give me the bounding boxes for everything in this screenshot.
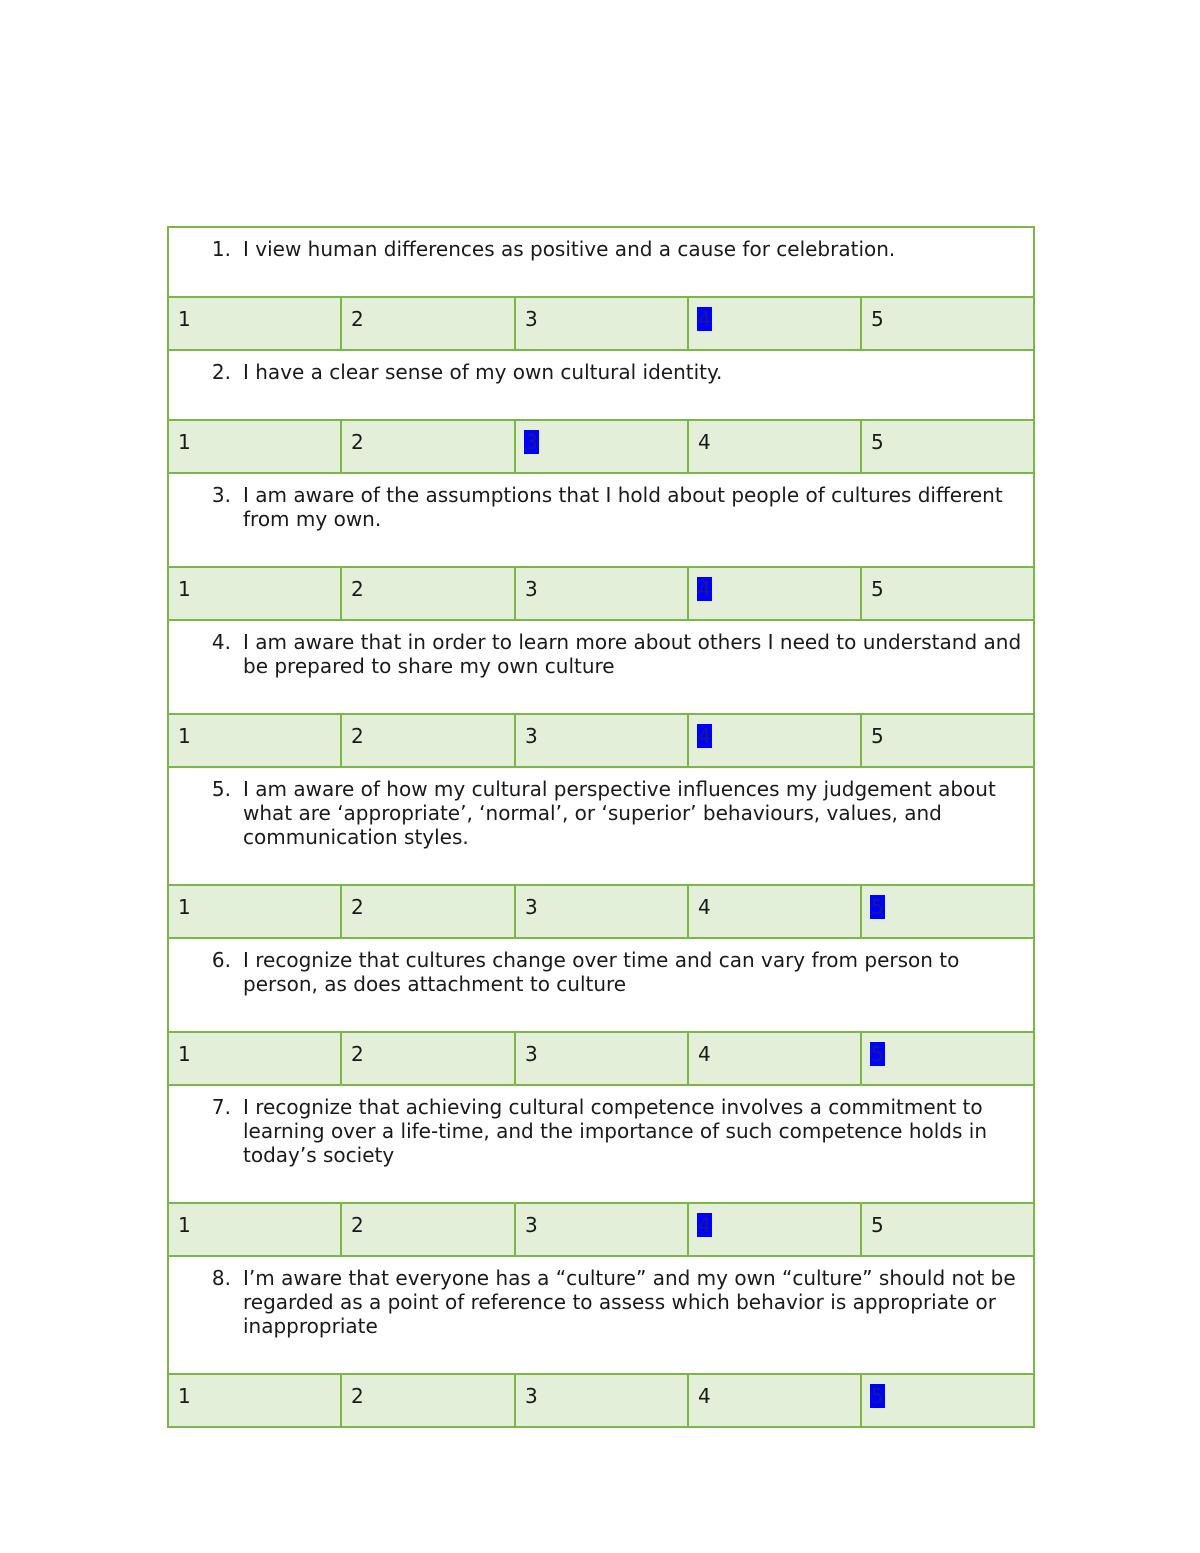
rating-option[interactable] (168, 714, 341, 767)
question-cell (168, 350, 1034, 420)
question-cell (168, 767, 1034, 885)
rating-option[interactable] (168, 567, 341, 620)
rating-row (168, 1203, 1034, 1256)
rating-option[interactable] (341, 1203, 515, 1256)
rating-value-selected: 4 (698, 577, 711, 601)
rating-value-selected: 5 (871, 1384, 884, 1408)
rating-option[interactable] (341, 885, 515, 938)
rating-row (168, 885, 1034, 938)
question-text: I am aware of how my cultural perspective influences my judgement about what are ‘appropriate’, ‘normal’, or ‘superior’ behaviours, values, and communication styles. (243, 777, 996, 849)
rating-option[interactable] (515, 1032, 688, 1085)
question-text: I’m aware that everyone has a “culture” and my own “culture” should not be regarded as a point of reference to assess which behavior is appropriate or inappropriate (243, 1266, 1016, 1338)
rating-value-selected: 5 (871, 1042, 884, 1066)
rating-value: 1 (178, 724, 191, 748)
rating-option[interactable] (515, 714, 688, 767)
rating-value: 5 (871, 307, 884, 331)
rating-option[interactable] (515, 297, 688, 350)
rating-row (168, 1374, 1034, 1427)
rating-option[interactable] (515, 885, 688, 938)
rating-value: 1 (178, 307, 191, 331)
survey-table (167, 226, 1035, 1428)
rating-option[interactable] (341, 420, 515, 473)
rating-option[interactable] (168, 1203, 341, 1256)
rating-value: 2 (351, 1042, 364, 1066)
rating-row (168, 567, 1034, 620)
question-number: 6. (211, 948, 231, 972)
question-text: I have a clear sense of my own cultural identity. (243, 360, 723, 384)
question-cell (168, 938, 1034, 1032)
question-text: I recognize that achieving cultural competence involves a commitment to learning over a life-time, and the importance of such competence holds in today’s society (243, 1095, 988, 1167)
rating-value: 4 (698, 1384, 711, 1408)
rating-value: 3 (525, 307, 538, 331)
rating-row (168, 420, 1034, 473)
rating-value: 2 (351, 577, 364, 601)
question-text: I am aware that in order to learn more about others I need to understand and be prepared to share my own culture (243, 630, 1022, 678)
rating-value: 1 (178, 895, 191, 919)
question-number: 5. (211, 777, 231, 801)
rating-option[interactable] (168, 420, 341, 473)
rating-value-selected: 4 (698, 1213, 711, 1237)
rating-value: 5 (871, 724, 884, 748)
rating-option[interactable] (688, 567, 861, 620)
rating-option[interactable] (688, 297, 861, 350)
rating-option[interactable] (168, 297, 341, 350)
rating-option[interactable] (341, 567, 515, 620)
question-cell (168, 620, 1034, 714)
rating-value: 1 (178, 577, 191, 601)
rating-value: 3 (525, 895, 538, 919)
rating-option[interactable] (861, 714, 1034, 767)
question-row (168, 473, 1034, 567)
rating-value-selected: 4 (698, 307, 711, 331)
rating-value: 3 (525, 1384, 538, 1408)
rating-option[interactable] (861, 1203, 1034, 1256)
rating-option[interactable] (861, 1374, 1034, 1427)
rating-value: 3 (525, 1042, 538, 1066)
rating-value: 1 (178, 430, 191, 454)
rating-row (168, 714, 1034, 767)
question-row (168, 227, 1034, 297)
rating-value-selected: 5 (871, 895, 884, 919)
question-number: 7. (211, 1095, 231, 1119)
rating-option[interactable] (341, 714, 515, 767)
rating-value: 2 (351, 1213, 364, 1237)
rating-value: 2 (351, 895, 364, 919)
question-cell (168, 473, 1034, 567)
rating-value: 3 (525, 577, 538, 601)
question-cell (168, 1085, 1034, 1203)
rating-option[interactable] (688, 420, 861, 473)
rating-row (168, 297, 1034, 350)
rating-option[interactable] (861, 420, 1034, 473)
question-number: 3. (211, 483, 231, 507)
question-number: 2. (211, 360, 231, 384)
rating-value: 3 (525, 724, 538, 748)
rating-value: 1 (178, 1213, 191, 1237)
rating-row (168, 1032, 1034, 1085)
rating-option[interactable] (341, 1032, 515, 1085)
rating-option[interactable] (688, 714, 861, 767)
question-row (168, 938, 1034, 1032)
question-number: 8. (211, 1266, 231, 1290)
rating-option[interactable] (861, 885, 1034, 938)
rating-option[interactable] (168, 1032, 341, 1085)
question-row (168, 350, 1034, 420)
question-cell (168, 1256, 1034, 1374)
rating-value: 2 (351, 307, 364, 331)
rating-option[interactable] (341, 1374, 515, 1427)
rating-option[interactable] (861, 567, 1034, 620)
rating-value: 5 (871, 577, 884, 601)
rating-value: 4 (698, 430, 711, 454)
rating-value: 4 (698, 1042, 711, 1066)
rating-value-selected: 3 (525, 430, 538, 454)
rating-option[interactable] (861, 297, 1034, 350)
rating-value-selected: 4 (698, 724, 711, 748)
rating-option[interactable] (688, 885, 861, 938)
rating-value: 3 (525, 1213, 538, 1237)
question-cell (168, 227, 1034, 297)
rating-value: 2 (351, 724, 364, 748)
rating-value: 5 (871, 430, 884, 454)
rating-option[interactable] (515, 1203, 688, 1256)
rating-value: 1 (178, 1042, 191, 1066)
rating-option[interactable] (688, 1374, 861, 1427)
rating-option[interactable] (861, 1032, 1034, 1085)
rating-option[interactable] (515, 567, 688, 620)
question-row (168, 1256, 1034, 1374)
question-text: I recognize that cultures change over time and can vary from person to person, as does attachment to culture (243, 948, 960, 996)
rating-option[interactable] (688, 1203, 861, 1256)
question-row (168, 767, 1034, 885)
rating-value: 1 (178, 1384, 191, 1408)
question-number: 4. (211, 630, 231, 654)
question-row (168, 620, 1034, 714)
rating-value: 4 (698, 895, 711, 919)
rating-option[interactable] (168, 885, 341, 938)
rating-value: 5 (871, 1213, 884, 1237)
question-row (168, 1085, 1034, 1203)
rating-value: 2 (351, 1384, 364, 1408)
question-number: 1. (211, 237, 231, 261)
rating-option[interactable] (515, 420, 688, 473)
rating-option[interactable] (168, 1374, 341, 1427)
question-text: I view human differences as positive and a cause for celebration. (243, 237, 896, 261)
question-text: I am aware of the assumptions that I hold about people of cultures different from my own. (243, 483, 1003, 531)
rating-option[interactable] (341, 297, 515, 350)
rating-option[interactable] (688, 1032, 861, 1085)
rating-option[interactable] (515, 1374, 688, 1427)
rating-value: 2 (351, 430, 364, 454)
